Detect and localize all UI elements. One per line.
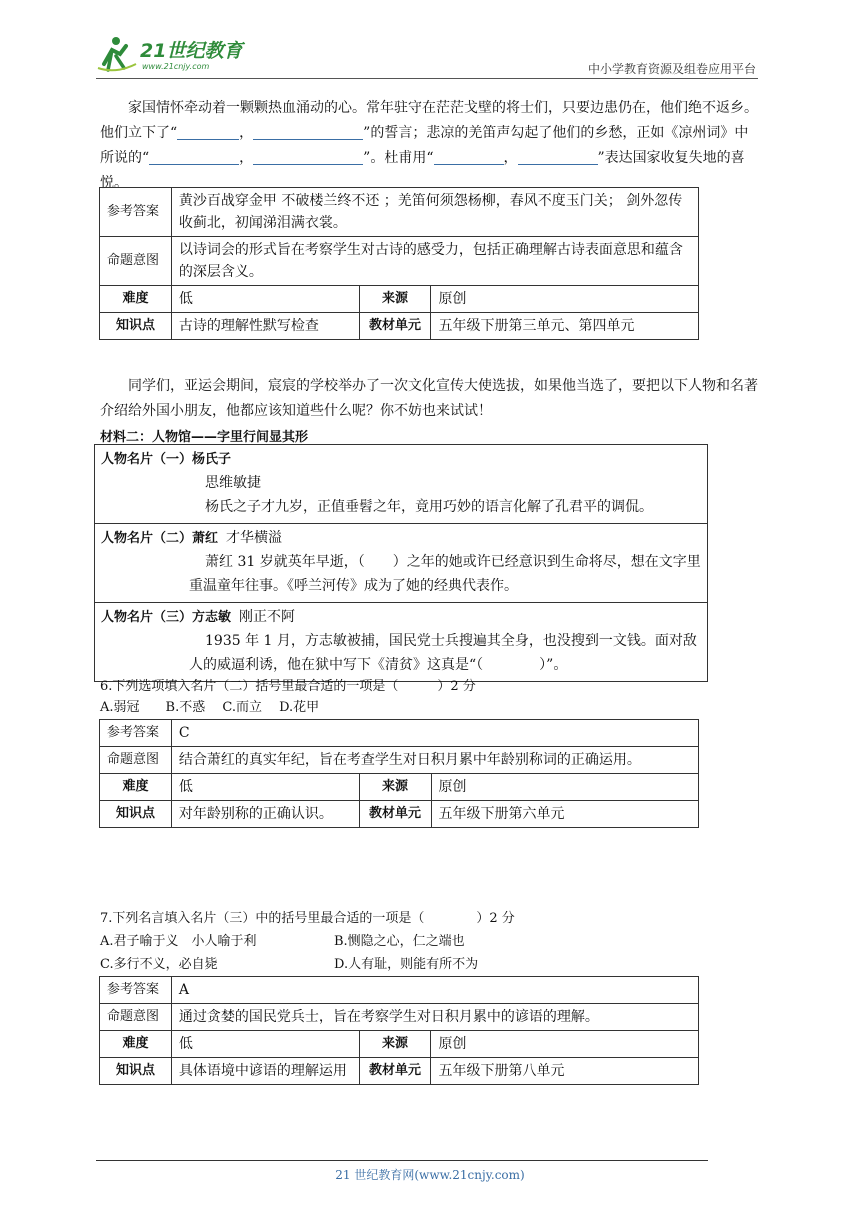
platform-name: 中小学教育资源及组卷应用平台 xyxy=(587,62,756,76)
question-6-stem: 6.下列选项填入名片（二）括号里最合适的一项是（ ）2 分 xyxy=(100,679,476,694)
unit-value: 五年级下册第三单元、第四单元 xyxy=(431,313,699,340)
table-row xyxy=(100,720,699,747)
card-title: 人物名片（三）方志敏 xyxy=(101,610,232,625)
answer-value: A xyxy=(171,977,698,1004)
answer-table-q6 xyxy=(99,719,699,828)
answer-value: C xyxy=(171,720,698,747)
unit-value: 五年级下册第六单元 xyxy=(431,801,699,828)
answer-table-q7 xyxy=(99,976,699,1085)
answer-label: 参考答案 xyxy=(100,720,172,747)
character-card xyxy=(95,445,707,523)
intent-value: 通过贪婪的国民党兵士，旨在考察学生对日积月累中的谚语的理解。 xyxy=(171,1004,698,1031)
card-title: 人物名片（二）萧红 xyxy=(101,531,219,546)
material-title: 材料二：人物馆——字里行间显其形 xyxy=(100,430,309,445)
source-label: 来源 xyxy=(359,286,431,313)
blank-1[interactable] xyxy=(177,123,239,140)
intro-text-4: ， xyxy=(239,150,254,166)
source-label: 来源 xyxy=(359,774,431,801)
card-title: 人物名片（一）杨氏子 xyxy=(101,452,232,467)
table-row xyxy=(100,774,699,801)
table-row xyxy=(100,286,699,313)
answer-label: 参考答案 xyxy=(100,977,172,1004)
option-b: B.恻隐之心，仁之端也 xyxy=(334,934,465,949)
card-body: 1935 年 1 月，方志敏被捕，国民党士兵搜遍其全身，也没搜到一文钱。面对敌人的威逼利诱，他在狱中写下《清贫》这真是“（ ）”。 xyxy=(189,633,697,673)
blank-4[interactable] xyxy=(253,148,363,165)
answer-table-1 xyxy=(99,187,699,340)
intro-text-3: ”的誓言；悲凉的羌笛声勾起了他们的乡愁，正如《凉州词》中所说的“ xyxy=(100,125,749,166)
table-row xyxy=(100,1058,699,1085)
logo-url: www.21cnjy.com xyxy=(142,62,210,71)
difficulty-label: 难度 xyxy=(100,774,172,801)
blank-6[interactable] xyxy=(518,148,598,165)
difficulty-value: 低 xyxy=(171,1031,359,1058)
intro-text-5: ”。杜甫用“ xyxy=(363,150,434,166)
intro-text-7: ”表达国家收复失地的喜悦。 xyxy=(100,150,745,191)
option-a: A.君子喻于义 小人喻于利 xyxy=(100,934,257,949)
blank-5[interactable] xyxy=(434,148,504,165)
difficulty-value: 低 xyxy=(171,286,359,313)
table-row xyxy=(100,188,699,237)
header-divider xyxy=(96,78,758,79)
question-6-options: A.弱冠 B.不惑 C.而立 D.花甲 xyxy=(100,700,320,715)
unit-label: 教材单元 xyxy=(359,801,431,828)
intent-label: 命题意图 xyxy=(100,1004,172,1031)
runner-logo-icon xyxy=(96,34,266,74)
source-value: 原创 xyxy=(431,774,699,801)
source-value: 原创 xyxy=(431,1031,699,1058)
character-cards xyxy=(94,444,708,682)
card-body: 杨氏之子才九岁，正值垂髫之年，竟用巧妙的语言化解了孔君平的调侃。 xyxy=(205,499,653,515)
unit-value: 五年级下册第八单元 xyxy=(431,1058,699,1085)
card-keyword: 刚正不阿 xyxy=(239,609,296,625)
source-value: 原创 xyxy=(431,286,699,313)
option-c: C.多行不义，必自毙 xyxy=(100,957,218,972)
intent-value: 结合萧红的真实年纪，旨在考查学生对日积月累中年龄别称词的正确运用。 xyxy=(171,747,698,774)
table-row xyxy=(100,747,699,774)
option-d: D.人有耻，则能有所不为 xyxy=(334,957,479,972)
character-card xyxy=(95,602,707,681)
table-row xyxy=(100,313,699,340)
table-row xyxy=(100,1004,699,1031)
knowledge-label: 知识点 xyxy=(100,1058,172,1085)
answer-value: 黄沙百战穿金甲 不破楼兰终不还 ；羌笛何须怨杨柳，春风不度玉门关； 剑外忽传收蓟北，初闻涕泪满衣裳。 xyxy=(171,188,698,237)
table-row xyxy=(100,977,699,1004)
intro-paragraph-2: 同学们，亚运会期间，宸宸的学校举办了一次文化宣传大使选拔，如果他当选了，要把以下人物和名著介绍给外国小朋友，他都应该知道些什么呢？你不妨也来试试！ xyxy=(100,378,758,419)
intro-text-6: ， xyxy=(503,150,518,166)
answer-label: 参考答案 xyxy=(100,188,172,237)
table-row xyxy=(100,237,699,286)
intro-text-1: 家国情怀牵动着一颗颗热血涌动的心。常年驻守在茫茫戈壁的将士们，只要边患仍在，他们绝不返乡。他们立下了“ xyxy=(100,100,758,141)
intent-label: 命题意图 xyxy=(100,237,172,286)
table-row xyxy=(100,1031,699,1058)
knowledge-label: 知识点 xyxy=(100,801,172,828)
card-keyword: 思维敏捷 xyxy=(205,475,261,491)
site-logo[interactable] xyxy=(96,34,266,74)
question-7-stem: 7.下列名言填入名片（三）中的括号里最合适的一项是（ ）2 分 xyxy=(100,911,515,926)
intent-label: 命题意图 xyxy=(100,747,172,774)
unit-label: 教材单元 xyxy=(359,1058,431,1085)
difficulty-label: 难度 xyxy=(100,1031,172,1058)
intent-value: 以诗词会的形式旨在考察学生对古诗的感受力，包括正确理解古诗表面意思和蕴含的深层含义。 xyxy=(171,237,698,286)
difficulty-value: 低 xyxy=(171,774,359,801)
unit-label: 教材单元 xyxy=(359,313,431,340)
knowledge-value: 对年龄别称的正确认识。 xyxy=(171,801,359,828)
intro-paragraph xyxy=(100,96,762,196)
blank-3[interactable] xyxy=(149,148,239,165)
knowledge-value: 古诗的理解性默写检查 xyxy=(171,313,359,340)
blank-2[interactable] xyxy=(253,123,363,140)
knowledge-label: 知识点 xyxy=(100,313,172,340)
table-row xyxy=(100,801,699,828)
footer-divider xyxy=(96,1160,708,1161)
footer-link[interactable]: 21 世纪教育网(www.21cnjy.com) xyxy=(335,1168,525,1182)
character-card xyxy=(95,523,707,602)
page-header xyxy=(96,30,758,78)
source-label: 来源 xyxy=(359,1031,431,1058)
intro-text-2: ， xyxy=(239,125,254,141)
knowledge-value: 具体语境中谚语的理解运用 xyxy=(171,1058,359,1085)
difficulty-label: 难度 xyxy=(100,286,172,313)
card-keyword: 才华横溢 xyxy=(226,530,283,546)
logo-text: 21世纪教育 xyxy=(140,40,243,62)
card-body: 萧红 31 岁就英年早逝，（ ）之年的她或许已经意识到生命将尽，想在文字里重温童年往事。《呼兰河传》成为了她的经典代表作。 xyxy=(189,554,701,594)
